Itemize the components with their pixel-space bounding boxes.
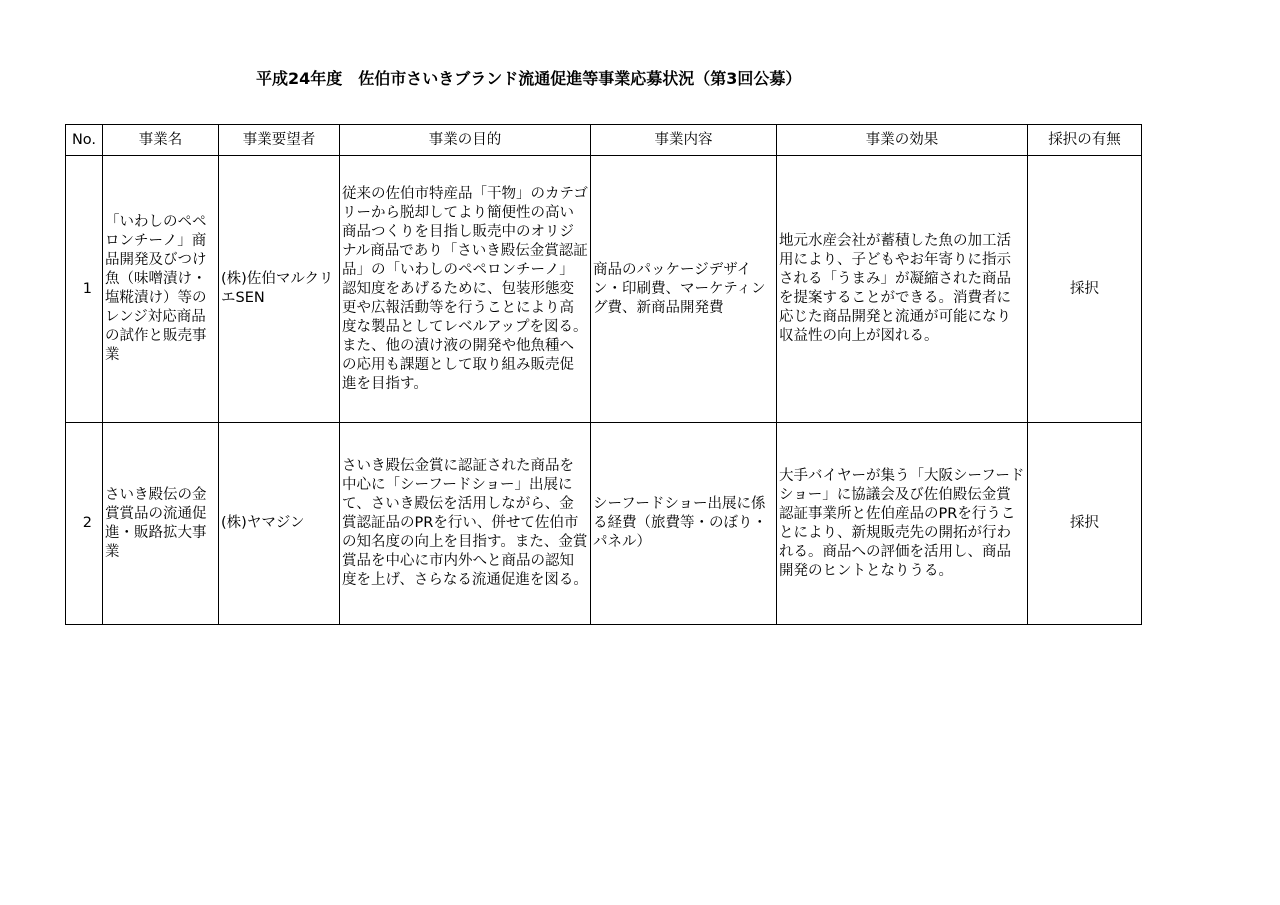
header-row <box>66 125 1142 156</box>
cell-name: 「いわしのペペロンチーノ」商品開発及びつけ魚（味噌漬け・塩糀漬け）等のレンジ対応商品の試作と販売事業 <box>103 156 219 423</box>
header-purpose: 事業の目的 <box>340 125 591 156</box>
cell-adopted: 採択 <box>1028 423 1142 625</box>
header-applicant: 事業要望者 <box>219 125 340 156</box>
cell-adopted: 採択 <box>1028 156 1142 423</box>
cell-no: 1 <box>66 156 103 423</box>
cell-effect: 地元水産会社が蓄積した魚の加工活用により、子どもやお年寄りに指示される「うまみ」が凝縮された商品を提案することができる。消費者に応じた商品開発と流通が可能になり収益性の向上が図れる。 <box>777 156 1028 423</box>
cell-applicant: (株)ヤマジン <box>219 423 340 625</box>
header-effect: 事業の効果 <box>777 125 1028 156</box>
header-no: No. <box>66 125 103 156</box>
cell-purpose: 従来の佐伯市特産品「干物」のカテゴリーから脱却してより簡便性の高い商品つくりを目指し販売中のオリジナル商品であり「さいき殿伝金賞認証品」の「いわしのペペロンチーノ」認知度をあげるために、包装形態変更や広報活動等を行うことにより高度な製品としてレベルアップを図る。また、他の漬け液の開発や他魚種への応用も課題として取り組み販売促進を目指す。 <box>340 156 591 423</box>
cell-effect: 大手バイヤーが集う「大阪シーフードショー」に協議会及び佐伯殿伝金賞認証事業所と佐伯産品のPRを行うことにより、新規販売先の開拓が行われる。商品への評価を活用し、商品開発のヒントとなりうる。 <box>777 423 1028 625</box>
cell-content: 商品のパッケージデザイン・印刷費、マーケティング費、新商品開発費 <box>591 156 777 423</box>
cell-content: シーフードショー出展に係る経費（旅費等・のぼり・パネル） <box>591 423 777 625</box>
header-adopted: 採択の有無 <box>1028 125 1142 156</box>
table-row <box>66 156 1142 423</box>
document-title: 平成24年度 佐伯市さいきブランド流通促進等事業応募状況（第3回公募） <box>256 69 802 88</box>
cell-name: さいき殿伝の金賞賞品の流通促進・販路拡大事業 <box>103 423 219 625</box>
cell-no: 2 <box>66 423 103 625</box>
cell-purpose: さいき殿伝金賞に認証された商品を中心に「シーフードショー」出展にて、さいき殿伝を活用しながら、金賞認証品のPRを行い、併せて佐伯市の知名度の向上を目指す。また、金賞賞品を中心に市内外へと商品の認知度を上げ、さらなる流通促進を図る。 <box>340 423 591 625</box>
table-row <box>66 423 1142 625</box>
header-content: 事業内容 <box>591 125 777 156</box>
application-status-table <box>65 124 1142 625</box>
cell-applicant: (株)佐伯マルクリエSEN <box>219 156 340 423</box>
header-name: 事業名 <box>103 125 219 156</box>
